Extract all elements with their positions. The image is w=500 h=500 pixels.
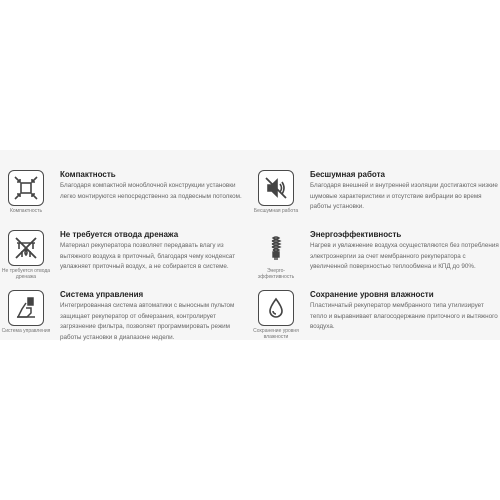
feature-title: Не требуется отвода дренажа xyxy=(60,230,179,239)
feature-description: Пластинчатый рекуператор мембранного типа утилизирует тепло и выравнивает влагосодержание приточного и вытяжного воздуха. xyxy=(310,302,498,330)
feature-humidity-retention xyxy=(253,290,498,356)
energy-caption: Энерго-эффективность xyxy=(257,268,295,280)
feature-description: Благодаря компактной моноблочной конструкции установки легко монтируются непосредственно за подвесным потолком. xyxy=(60,182,242,200)
feature-description: Нагрев и увлажнение воздуха осуществляются без потребления электроэнергии за счет мембранного рекуператора с увеличенной поверхностью теплообмена и КПД до 90%. xyxy=(310,242,499,270)
silent-speaker-icon xyxy=(258,170,294,206)
feature-compactness xyxy=(8,170,248,236)
feature-energy-efficiency xyxy=(258,230,498,296)
feature-no-drainage xyxy=(1,230,248,296)
feature-title: Сохранение уровня влажности xyxy=(310,290,434,299)
compact-icon xyxy=(8,170,44,206)
compact-caption: Компактность xyxy=(9,208,43,214)
feature-title: Компактность xyxy=(60,170,116,179)
feature-title: Система управления xyxy=(60,290,144,299)
control-hand-icon xyxy=(8,290,44,326)
humidity-caption: Сохранение уровня влажности xyxy=(253,328,299,340)
silent-caption: Бесшумная работа xyxy=(253,208,299,214)
feature-control-system xyxy=(1,290,248,356)
humidity-drop-icon xyxy=(258,290,294,326)
feature-description: Интегрированная система автоматики с выносным пультом защищает рекуператор от обмерзания, контролирует загрязнение фильтра, позволяет программировать режим работы установки в диапазоне недели. xyxy=(60,302,235,341)
energy-lamp-icon xyxy=(258,230,294,266)
feature-description: Благодаря внешней и внутренней изоляции достигаются низкие шумовые характеристики и отсутствие вибрации во время работы установки. xyxy=(310,182,498,210)
no-drainage-caption: Не требуется отвода дренажа xyxy=(1,268,51,280)
feature-title: Энергоэффективность xyxy=(310,230,402,239)
feature-silent-operation xyxy=(253,170,498,236)
control-caption: Система управления xyxy=(1,328,51,334)
feature-description: Материал рекуператора позволяет передавать влагу из вытяжного воздуха в приточный, благодаря чему конденсат увлажняет приточный воздух, а не собирается в системе. xyxy=(60,242,236,270)
no-drainage-icon xyxy=(8,230,44,266)
feature-title: Бесшумная работа xyxy=(310,170,385,179)
